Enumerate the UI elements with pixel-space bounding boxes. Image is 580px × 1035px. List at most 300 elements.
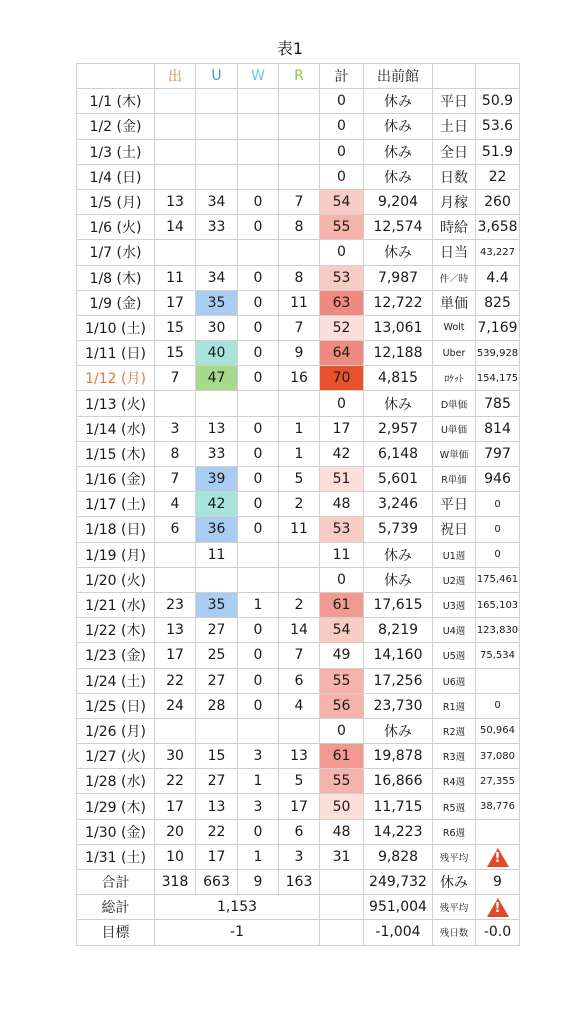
- cell-sl[interactable]: D単価: [433, 391, 476, 416]
- cell-w[interactable]: 0: [238, 189, 279, 214]
- cell-total[interactable]: 64: [320, 341, 364, 366]
- cell-total[interactable]: 55: [320, 769, 364, 794]
- cell-date[interactable]: 1/16 (金): [77, 467, 155, 492]
- cell-sl[interactable]: 単価: [433, 290, 476, 315]
- sum-sv[interactable]: 9: [476, 870, 520, 895]
- cell-w[interactable]: [238, 542, 279, 567]
- cell-date[interactable]: 1/24 (土): [77, 668, 155, 693]
- target-demae[interactable]: -1,004: [364, 920, 433, 945]
- cell-r[interactable]: 13: [279, 744, 320, 769]
- cell-sv[interactable]: 22: [476, 164, 520, 189]
- cell-u[interactable]: 13: [196, 416, 238, 441]
- cell-sl[interactable]: ﾛｹｯﾄ: [433, 366, 476, 391]
- cell-w[interactable]: [238, 240, 279, 265]
- cell-total[interactable]: 54: [320, 189, 364, 214]
- sum-w[interactable]: 9: [238, 870, 279, 895]
- cell-total[interactable]: 31: [320, 844, 364, 869]
- cell-r[interactable]: 7: [279, 189, 320, 214]
- cell-date[interactable]: 1/23 (金): [77, 643, 155, 668]
- cell-de[interactable]: 30: [155, 744, 196, 769]
- cell-demae[interactable]: 12,188: [364, 341, 433, 366]
- cell-date[interactable]: 1/22 (木): [77, 618, 155, 643]
- cell-w[interactable]: [238, 567, 279, 592]
- cell-u[interactable]: 42: [196, 492, 238, 517]
- sum-u[interactable]: 663: [196, 870, 238, 895]
- cell-w[interactable]: 0: [238, 819, 279, 844]
- cell-total[interactable]: 17: [320, 416, 364, 441]
- cell-sv[interactable]: [476, 819, 520, 844]
- cell-r[interactable]: 5: [279, 769, 320, 794]
- cell-w[interactable]: 0: [238, 366, 279, 391]
- cell-sl[interactable]: 土日: [433, 114, 476, 139]
- cell-w[interactable]: 1: [238, 592, 279, 617]
- cell-demae[interactable]: 2,957: [364, 416, 433, 441]
- header-demae[interactable]: 出前館: [364, 64, 433, 89]
- target-stat-value[interactable]: -0.0: [476, 920, 520, 945]
- cell-date[interactable]: 1/2 (金): [77, 114, 155, 139]
- cell-u[interactable]: 15: [196, 744, 238, 769]
- cell-date[interactable]: 1/7 (水): [77, 240, 155, 265]
- cell-demae[interactable]: 休み: [364, 391, 433, 416]
- sum-demae[interactable]: 249,732: [364, 870, 433, 895]
- cell-sv[interactable]: 260: [476, 189, 520, 214]
- cell-sv[interactable]: 51.9: [476, 139, 520, 164]
- cell-demae[interactable]: 4,815: [364, 366, 433, 391]
- cell-date[interactable]: 1/12 (月): [77, 366, 155, 391]
- cell-w[interactable]: 0: [238, 668, 279, 693]
- cell-w[interactable]: 0: [238, 467, 279, 492]
- grand-label[interactable]: 総計: [77, 895, 155, 920]
- cell-de[interactable]: 3: [155, 416, 196, 441]
- cell-u[interactable]: 22: [196, 819, 238, 844]
- cell-r[interactable]: 9: [279, 341, 320, 366]
- cell-sv[interactable]: 797: [476, 441, 520, 466]
- cell-total[interactable]: 49: [320, 643, 364, 668]
- cell-r[interactable]: [279, 718, 320, 743]
- cell-sv[interactable]: 0: [476, 542, 520, 567]
- cell-w[interactable]: [238, 718, 279, 743]
- cell-date[interactable]: 1/26 (月): [77, 718, 155, 743]
- cell-sv[interactable]: 123,830: [476, 618, 520, 643]
- cell-de[interactable]: [155, 391, 196, 416]
- cell-u[interactable]: [196, 114, 238, 139]
- cell-de[interactable]: 22: [155, 769, 196, 794]
- cell-sv[interactable]: 165,103: [476, 592, 520, 617]
- cell-r[interactable]: 8: [279, 265, 320, 290]
- cell-total[interactable]: 0: [320, 114, 364, 139]
- cell-de[interactable]: 24: [155, 693, 196, 718]
- cell-demae[interactable]: 休み: [364, 164, 433, 189]
- cell-demae[interactable]: 12,574: [364, 215, 433, 240]
- cell-w[interactable]: 1: [238, 769, 279, 794]
- cell-r[interactable]: 3: [279, 844, 320, 869]
- cell-de[interactable]: 4: [155, 492, 196, 517]
- cell-total[interactable]: 56: [320, 693, 364, 718]
- cell-u[interactable]: 28: [196, 693, 238, 718]
- cell-sl[interactable]: R1週: [433, 693, 476, 718]
- cell-sv[interactable]: 0: [476, 693, 520, 718]
- cell-de[interactable]: [155, 139, 196, 164]
- sum-r[interactable]: 163: [279, 870, 320, 895]
- cell-date[interactable]: 1/4 (日): [77, 164, 155, 189]
- target-label[interactable]: 目標: [77, 920, 155, 945]
- cell-sl[interactable]: R5週: [433, 794, 476, 819]
- cell-total[interactable]: 63: [320, 290, 364, 315]
- cell-u[interactable]: 27: [196, 668, 238, 693]
- cell-total[interactable]: 61: [320, 592, 364, 617]
- cell-r[interactable]: 2: [279, 492, 320, 517]
- cell-demae[interactable]: 休み: [364, 567, 433, 592]
- cell-sv[interactable]: [476, 844, 520, 869]
- cell-date[interactable]: 1/28 (水): [77, 769, 155, 794]
- cell-total[interactable]: 53: [320, 517, 364, 542]
- cell-r[interactable]: 6: [279, 668, 320, 693]
- cell-date[interactable]: 1/13 (火): [77, 391, 155, 416]
- cell-sl[interactable]: 日数: [433, 164, 476, 189]
- cell-u[interactable]: 11: [196, 542, 238, 567]
- cell-total[interactable]: 53: [320, 265, 364, 290]
- cell-date[interactable]: 1/19 (月): [77, 542, 155, 567]
- cell-r[interactable]: [279, 164, 320, 189]
- cell-de[interactable]: 17: [155, 290, 196, 315]
- cell-demae[interactable]: 休み: [364, 542, 433, 567]
- header-total[interactable]: 計: [320, 64, 364, 89]
- grand-stat-value[interactable]: [476, 895, 520, 920]
- grand-demae[interactable]: 951,004: [364, 895, 433, 920]
- header-w[interactable]: W: [238, 64, 279, 89]
- cell-u[interactable]: [196, 718, 238, 743]
- cell-sv[interactable]: 3,658: [476, 215, 520, 240]
- cell-de[interactable]: 13: [155, 618, 196, 643]
- cell-de[interactable]: 6: [155, 517, 196, 542]
- cell-demae[interactable]: 休み: [364, 89, 433, 114]
- cell-r[interactable]: [279, 139, 320, 164]
- cell-r[interactable]: [279, 240, 320, 265]
- cell-r[interactable]: 7: [279, 315, 320, 340]
- cell-demae[interactable]: 16,866: [364, 769, 433, 794]
- cell-de[interactable]: 13: [155, 189, 196, 214]
- cell-total[interactable]: 70: [320, 366, 364, 391]
- cell-demae[interactable]: 5,601: [364, 467, 433, 492]
- grand-stat-label[interactable]: 残平均: [433, 895, 476, 920]
- cell-sl[interactable]: Wolt: [433, 315, 476, 340]
- cell-demae[interactable]: 休み: [364, 114, 433, 139]
- cell-u[interactable]: 34: [196, 189, 238, 214]
- cell-date[interactable]: 1/25 (日): [77, 693, 155, 718]
- cell-u[interactable]: [196, 139, 238, 164]
- cell-w[interactable]: 0: [238, 618, 279, 643]
- cell-date[interactable]: 1/5 (月): [77, 189, 155, 214]
- cell-u[interactable]: 39: [196, 467, 238, 492]
- cell-r[interactable]: [279, 114, 320, 139]
- cell-sv[interactable]: 27,355: [476, 769, 520, 794]
- cell-u[interactable]: 17: [196, 844, 238, 869]
- cell-date[interactable]: 1/21 (水): [77, 592, 155, 617]
- cell-u[interactable]: 40: [196, 341, 238, 366]
- cell-total[interactable]: 61: [320, 744, 364, 769]
- cell-sl[interactable]: 全日: [433, 139, 476, 164]
- header-stat-value[interactable]: [476, 64, 520, 89]
- cell-sl[interactable]: 時給: [433, 215, 476, 240]
- cell-demae[interactable]: 3,246: [364, 492, 433, 517]
- cell-r[interactable]: 11: [279, 290, 320, 315]
- cell-de[interactable]: [155, 89, 196, 114]
- cell-sl[interactable]: 祝日: [433, 517, 476, 542]
- cell-total[interactable]: 0: [320, 567, 364, 592]
- cell-sl[interactable]: R2週: [433, 718, 476, 743]
- cell-de[interactable]: 22: [155, 668, 196, 693]
- cell-r[interactable]: 1: [279, 416, 320, 441]
- cell-demae[interactable]: 23,730: [364, 693, 433, 718]
- cell-sv[interactable]: 75,534: [476, 643, 520, 668]
- cell-u[interactable]: 35: [196, 592, 238, 617]
- cell-demae[interactable]: 12,722: [364, 290, 433, 315]
- cell-sv[interactable]: 38,776: [476, 794, 520, 819]
- cell-sl[interactable]: R4週: [433, 769, 476, 794]
- cell-r[interactable]: [279, 89, 320, 114]
- cell-r[interactable]: 8: [279, 215, 320, 240]
- cell-date[interactable]: 1/15 (木): [77, 441, 155, 466]
- cell-total[interactable]: 55: [320, 668, 364, 693]
- cell-u[interactable]: [196, 240, 238, 265]
- cell-r[interactable]: 17: [279, 794, 320, 819]
- cell-sl[interactable]: R6週: [433, 819, 476, 844]
- cell-sv[interactable]: 154,175: [476, 366, 520, 391]
- cell-sv[interactable]: 50,964: [476, 718, 520, 743]
- cell-date[interactable]: 1/9 (金): [77, 290, 155, 315]
- cell-w[interactable]: [238, 164, 279, 189]
- cell-sl[interactable]: W単価: [433, 441, 476, 466]
- cell-sl[interactable]: 平日: [433, 89, 476, 114]
- cell-demae[interactable]: 7,987: [364, 265, 433, 290]
- cell-sv[interactable]: 814: [476, 416, 520, 441]
- cell-r[interactable]: 11: [279, 517, 320, 542]
- cell-demae[interactable]: 5,739: [364, 517, 433, 542]
- cell-total[interactable]: 11: [320, 542, 364, 567]
- cell-r[interactable]: 16: [279, 366, 320, 391]
- grand-total[interactable]: [320, 895, 364, 920]
- cell-sv[interactable]: 785: [476, 391, 520, 416]
- cell-w[interactable]: 0: [238, 290, 279, 315]
- sum-total[interactable]: [320, 870, 364, 895]
- cell-demae[interactable]: 13,061: [364, 315, 433, 340]
- cell-w[interactable]: 0: [238, 517, 279, 542]
- cell-sl[interactable]: U6週: [433, 668, 476, 693]
- cell-demae[interactable]: 休み: [364, 240, 433, 265]
- cell-u[interactable]: 47: [196, 366, 238, 391]
- cell-w[interactable]: 0: [238, 341, 279, 366]
- cell-sv[interactable]: 175,461: [476, 567, 520, 592]
- cell-de[interactable]: 15: [155, 315, 196, 340]
- cell-sl[interactable]: U単価: [433, 416, 476, 441]
- cell-r[interactable]: [279, 391, 320, 416]
- cell-u[interactable]: 36: [196, 517, 238, 542]
- cell-w[interactable]: 0: [238, 693, 279, 718]
- cell-demae[interactable]: 14,160: [364, 643, 433, 668]
- target-value[interactable]: -1: [155, 920, 320, 945]
- cell-demae[interactable]: 17,256: [364, 668, 433, 693]
- cell-sl[interactable]: 平日: [433, 492, 476, 517]
- header-date[interactable]: [77, 64, 155, 89]
- cell-u[interactable]: 33: [196, 215, 238, 240]
- cell-date[interactable]: 1/30 (金): [77, 819, 155, 844]
- cell-demae[interactable]: 14,223: [364, 819, 433, 844]
- cell-date[interactable]: 1/6 (火): [77, 215, 155, 240]
- cell-de[interactable]: 7: [155, 366, 196, 391]
- cell-sv[interactable]: 0: [476, 492, 520, 517]
- cell-demae[interactable]: 8,219: [364, 618, 433, 643]
- cell-u[interactable]: [196, 391, 238, 416]
- cell-de[interactable]: [155, 240, 196, 265]
- cell-u[interactable]: 33: [196, 441, 238, 466]
- sum-sl[interactable]: 休み: [433, 870, 476, 895]
- cell-sv[interactable]: 825: [476, 290, 520, 315]
- cell-demae[interactable]: 6,148: [364, 441, 433, 466]
- cell-total[interactable]: 0: [320, 240, 364, 265]
- cell-date[interactable]: 1/31 (土): [77, 844, 155, 869]
- cell-de[interactable]: 15: [155, 341, 196, 366]
- cell-sv[interactable]: 4.4: [476, 265, 520, 290]
- grand-value[interactable]: 1,153: [155, 895, 320, 920]
- cell-sv[interactable]: 946: [476, 467, 520, 492]
- cell-w[interactable]: 0: [238, 492, 279, 517]
- cell-date[interactable]: 1/18 (日): [77, 517, 155, 542]
- cell-total[interactable]: 48: [320, 819, 364, 844]
- cell-u[interactable]: 27: [196, 618, 238, 643]
- cell-w[interactable]: [238, 89, 279, 114]
- cell-u[interactable]: 25: [196, 643, 238, 668]
- cell-date[interactable]: 1/14 (水): [77, 416, 155, 441]
- cell-de[interactable]: 14: [155, 215, 196, 240]
- cell-de[interactable]: [155, 567, 196, 592]
- cell-date[interactable]: 1/10 (土): [77, 315, 155, 340]
- cell-w[interactable]: 0: [238, 315, 279, 340]
- cell-de[interactable]: 11: [155, 265, 196, 290]
- cell-de[interactable]: 10: [155, 844, 196, 869]
- header-stat-label[interactable]: [433, 64, 476, 89]
- cell-sv[interactable]: 7,169: [476, 315, 520, 340]
- cell-sl[interactable]: U3週: [433, 592, 476, 617]
- cell-sl[interactable]: 月稼: [433, 189, 476, 214]
- cell-u[interactable]: 34: [196, 265, 238, 290]
- cell-total[interactable]: 52: [320, 315, 364, 340]
- cell-u[interactable]: 35: [196, 290, 238, 315]
- target-stat-label[interactable]: 残日数: [433, 920, 476, 945]
- cell-total[interactable]: 0: [320, 89, 364, 114]
- cell-de[interactable]: 17: [155, 794, 196, 819]
- cell-total[interactable]: 0: [320, 164, 364, 189]
- cell-w[interactable]: [238, 391, 279, 416]
- cell-de[interactable]: 17: [155, 643, 196, 668]
- cell-sv[interactable]: 0: [476, 517, 520, 542]
- cell-demae[interactable]: 19,878: [364, 744, 433, 769]
- cell-r[interactable]: 5: [279, 467, 320, 492]
- cell-date[interactable]: 1/8 (木): [77, 265, 155, 290]
- sum-de[interactable]: 318: [155, 870, 196, 895]
- cell-r[interactable]: 7: [279, 643, 320, 668]
- cell-w[interactable]: 0: [238, 416, 279, 441]
- cell-total[interactable]: 55: [320, 215, 364, 240]
- cell-total[interactable]: 0: [320, 391, 364, 416]
- cell-sv[interactable]: 37,080: [476, 744, 520, 769]
- cell-demae[interactable]: 9,204: [364, 189, 433, 214]
- cell-total[interactable]: 54: [320, 618, 364, 643]
- cell-sl[interactable]: R単価: [433, 467, 476, 492]
- cell-date[interactable]: 1/1 (木): [77, 89, 155, 114]
- cell-sv[interactable]: 50.9: [476, 89, 520, 114]
- cell-u[interactable]: [196, 164, 238, 189]
- cell-de[interactable]: 8: [155, 441, 196, 466]
- cell-total[interactable]: 48: [320, 492, 364, 517]
- cell-sv[interactable]: 43,227: [476, 240, 520, 265]
- cell-u[interactable]: 27: [196, 769, 238, 794]
- cell-sv[interactable]: [476, 668, 520, 693]
- cell-total[interactable]: 0: [320, 139, 364, 164]
- cell-demae[interactable]: 17,615: [364, 592, 433, 617]
- cell-u[interactable]: 30: [196, 315, 238, 340]
- cell-total[interactable]: 50: [320, 794, 364, 819]
- header-de[interactable]: 出: [155, 64, 196, 89]
- cell-u[interactable]: [196, 89, 238, 114]
- header-u[interactable]: U: [196, 64, 238, 89]
- cell-w[interactable]: [238, 139, 279, 164]
- cell-total[interactable]: 0: [320, 718, 364, 743]
- cell-sv[interactable]: 53.6: [476, 114, 520, 139]
- cell-total[interactable]: 42: [320, 441, 364, 466]
- cell-sl[interactable]: U5週: [433, 643, 476, 668]
- cell-demae[interactable]: 9,828: [364, 844, 433, 869]
- cell-r[interactable]: [279, 567, 320, 592]
- cell-de[interactable]: [155, 164, 196, 189]
- cell-w[interactable]: [238, 114, 279, 139]
- cell-de[interactable]: [155, 718, 196, 743]
- cell-w[interactable]: 0: [238, 215, 279, 240]
- cell-w[interactable]: 3: [238, 794, 279, 819]
- cell-sl[interactable]: R3週: [433, 744, 476, 769]
- cell-sl[interactable]: Uber: [433, 341, 476, 366]
- sum-label[interactable]: 合計: [77, 870, 155, 895]
- cell-de[interactable]: 7: [155, 467, 196, 492]
- cell-de[interactable]: 20: [155, 819, 196, 844]
- cell-r[interactable]: 14: [279, 618, 320, 643]
- cell-demae[interactable]: 休み: [364, 139, 433, 164]
- cell-r[interactable]: 6: [279, 819, 320, 844]
- cell-sl[interactable]: U4週: [433, 618, 476, 643]
- cell-date[interactable]: 1/29 (木): [77, 794, 155, 819]
- cell-date[interactable]: 1/17 (土): [77, 492, 155, 517]
- cell-w[interactable]: 0: [238, 643, 279, 668]
- cell-w[interactable]: 1: [238, 844, 279, 869]
- cell-r[interactable]: 4: [279, 693, 320, 718]
- cell-w[interactable]: 3: [238, 744, 279, 769]
- cell-w[interactable]: 0: [238, 441, 279, 466]
- cell-demae[interactable]: 休み: [364, 718, 433, 743]
- cell-date[interactable]: 1/20 (火): [77, 567, 155, 592]
- cell-sl[interactable]: 残平均: [433, 844, 476, 869]
- cell-de[interactable]: 23: [155, 592, 196, 617]
- cell-sl[interactable]: U1週: [433, 542, 476, 567]
- cell-de[interactable]: [155, 114, 196, 139]
- cell-r[interactable]: 1: [279, 441, 320, 466]
- cell-u[interactable]: 13: [196, 794, 238, 819]
- cell-r[interactable]: [279, 542, 320, 567]
- cell-total[interactable]: 51: [320, 467, 364, 492]
- cell-de[interactable]: [155, 542, 196, 567]
- cell-sl[interactable]: 件／時: [433, 265, 476, 290]
- cell-sv[interactable]: 539,928: [476, 341, 520, 366]
- cell-sl[interactable]: U2週: [433, 567, 476, 592]
- header-r[interactable]: R: [279, 64, 320, 89]
